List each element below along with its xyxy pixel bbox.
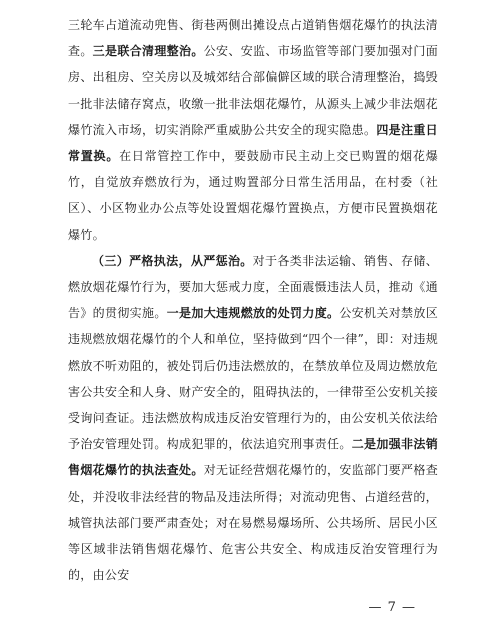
run-text: 三轮车占道流动兜售、街巷两侧出摊设点占道销售烟花爆竹的执法清查。	[68, 18, 438, 59]
run-text: 对无证经营烟花爆竹的，安监部门要严格查处，并没收非法经营的物品及违法所得；对流动兜售、占道经营的，城管执法部门要严肃查处；对在易燃易爆场所、公共场所、居民小区等区域非法销售烟花爆竹、危害公共安全、构成违反治安管理行为的，由公安	[68, 463, 439, 583]
run-text: 对于各类非法运输、销售、存储、燃放烟花爆竹行为，要加大惩戒力度，全面震慑违法人员，推动《通告》的贯彻实施。	[68, 253, 438, 321]
run-text: 公安、安监、市场监管等部门要加强对门面房、出租房、空关房以及城郊结合部偏僻区域的联合清理整治，捣毁一批非法储存窝点，收缴一批非法烟花爆竹，从源头上减少非法烟花爆竹流入市场，切实消除严重威胁公共安全的现实隐患。	[68, 44, 439, 137]
run-bold-heading: 二是加强非法销售烟花爆竹的执法查处。	[68, 437, 438, 478]
run-section-heading: （三）严格执法，从严惩治。	[92, 253, 253, 268]
paragraph-2	[68, 248, 438, 589]
paragraph-1	[68, 12, 438, 248]
document-body	[68, 12, 438, 588]
run-bold-heading: 三是联合清理整治。	[92, 44, 204, 59]
run-text: 公安机关对禁放区违规燃放烟花爆竹的个人和单位，坚持做到“四个一律”，即：对违规燃放不听劝阻的，被处罚后仍违法燃放的，在禁放单位及周边燃放危害公共安全和人身、财产安全的，阻碍执法的，一律带至公安机关接受询问查证。违法燃放构成违反治安管理行为的，由公安机关依法给予治安管理处罚。构成犯罪的，依法追究刑事责任。	[68, 306, 439, 452]
run-bold-heading: 一是加大违规燃放的处罚力度。	[166, 306, 340, 321]
run-text: 在日常管控工作中，要鼓励市民主动上交已购置的烟花爆竹，自觉放弃燃放行为，通过购置部分日常生活用品，在村委（社区）、小区物业办公点等处设置烟花爆竹置换点，方便市民置换烟花爆竹。	[68, 149, 438, 242]
run-bold-heading: 四是注重日常置换。	[68, 122, 438, 164]
page-number: — 7 —	[368, 600, 416, 615]
